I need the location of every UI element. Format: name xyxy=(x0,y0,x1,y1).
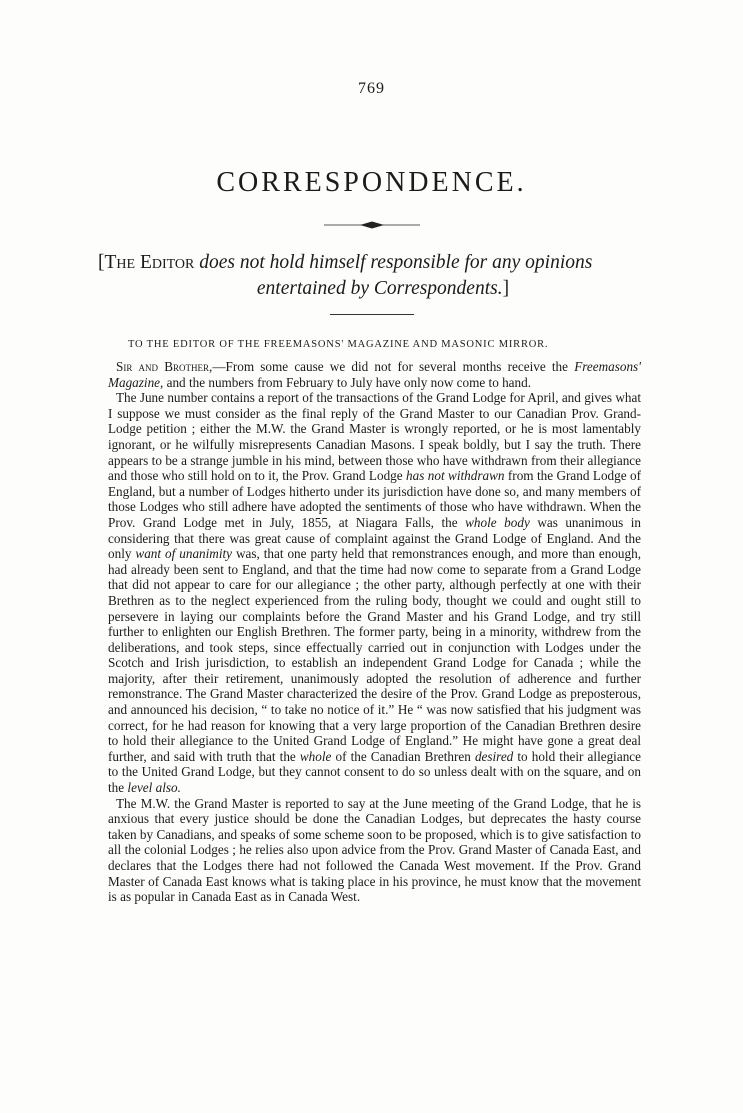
paragraph-2-italic-6: level also. xyxy=(127,780,181,796)
the-editor-label: The Editor xyxy=(104,252,195,273)
paragraph-2-text-4: was, that one party held that remonstrances enough, and more than enough, had already been sent to England, and that the time had now come to separate from a Grand Lodge that did not appear to care for our allegiance ; the other party, although perfectly at one with their Brethren as to the neglect experienced from the ruling body, thought we could and ought still to persevere in laying our complaints before the Grand Master and his Grand Lodge, and try still further to enlighten our English Brethren. The former party, being in a minority, withdrew from the deliberations, and took steps, since effectually carried out in conjunction with Lodges under the Scotch and Irish jurisdiction, to establish an independent Grand Lodge for Canada ; while the majority, after their retirement, unanimously adopted the resolution of adherence and further remonstrance. The Grand Master characterized the desire of the Prov. Grand Lodge as preposterous, and announced his decision, “ to take no notice of it.” He “ was now satisfied that his judgment was correct, for he had reason for knowing that a very large proportion of the Canadian Brethren desire to hold their allegiance to the United Grand Lodge of England.” He might have gone a great deal further, and said with truth that the xyxy=(108,546,641,764)
paragraph-2-italic-2: whole body xyxy=(465,514,530,530)
bracket-open: [ xyxy=(98,252,105,273)
ornamental-divider xyxy=(322,220,422,230)
paragraph-1 xyxy=(108,359,641,390)
paragraph-2-italic-5: desired xyxy=(474,748,514,764)
paragraph-1-text-1: —From some cause we did not for several months receive the xyxy=(212,359,575,374)
section-title: CORRESPONDENCE. xyxy=(216,167,527,198)
letter-address: TO THE EDITOR OF THE FREEMASONS' MAGAZINE AND MASONIC MIRROR. xyxy=(128,339,549,350)
paragraph-3 xyxy=(108,796,641,905)
paragraph-3-text-1: The M.W. the Grand Master is reported to say at the June meeting of the Grand Lodge, that he is anxious that every justice should be done the Canadian Lodges, but deprecates the hasty course taken by Canadians, and speaks of some scheme soon to be proposed, which is to give satisfaction to all the colonial Lodges ; he relies also upon advice from the Prov. Grand Master of Canada East, and declares that the Lodges there had not followed the Canada West movement. If the Prov. Grand Master of Canada East knows what is taking place in his province, he must know that the movement is as popular in Canada East as in Canada West. xyxy=(108,795,641,905)
magazine-name: Freemasons' Magazine, xyxy=(108,359,641,390)
page-number: 769 xyxy=(358,80,385,97)
editor-disclaimer-text-2: entertained by Correspondents. xyxy=(256,278,503,299)
paragraph-2-italic-3: want of unanimity xyxy=(135,546,232,562)
paragraph-2-text-5: of the Canadian Brethren xyxy=(331,748,475,764)
paragraph-2-italic-1: has not withdrawn xyxy=(406,468,505,484)
paragraph-2 xyxy=(108,390,641,795)
paragraph-2-text-6: to hold their allegiance to the United Grand Lodge, but they cannot consent to do so unless dealt with on the square, and on the xyxy=(108,748,641,796)
editor-disclaimer-line-2 xyxy=(98,276,658,302)
short-rule xyxy=(330,314,414,315)
paragraph-2-text-2: from the Grand Lodge of England, but a number of Lodges hitherto under its jurisdiction have done so, and many members of those Lodges who still adhere have adopted the sentiments of those who have withdrawn. When the Prov. Grand Lodge met in July, 1855, at Niagara Falls, the xyxy=(108,468,641,530)
bracket-close: ] xyxy=(502,278,510,299)
editor-disclaimer-text-1: does not hold himself responsible for any opinions xyxy=(194,252,593,273)
editor-disclaimer xyxy=(98,250,658,302)
paragraph-2-text-1: The June number contains a report of the transactions of the Grand Lodge for April, and gives what I suppose we must consider as the final reply of the Grand Master to our Canadian Prov. Grand-Lodge petition ; either the M.W. the Grand Master is wrongly reported, or he is most lamentably ignorant, or he wilfully misrepresents Canadian Masons. I speak boldly, but I say the truth. There appears to be a strange jumble in his mind, between those who have withdrawn from their allegiance and those who still hold on to it, the Prov. Grand Lodge xyxy=(108,390,641,484)
salutation: Sir and Brother, xyxy=(116,359,213,374)
paragraph-2-italic-4: whole xyxy=(299,748,332,764)
paragraph-1-text-2: and the numbers from February to July have only now come to hand. xyxy=(163,374,532,390)
editor-disclaimer-line-1 xyxy=(98,250,658,276)
paragraph-2-text-3: was unanimous in considering that there was great cause of complaint against the Grand Lodge of England. And the only xyxy=(108,514,641,562)
letter-body xyxy=(108,359,641,905)
